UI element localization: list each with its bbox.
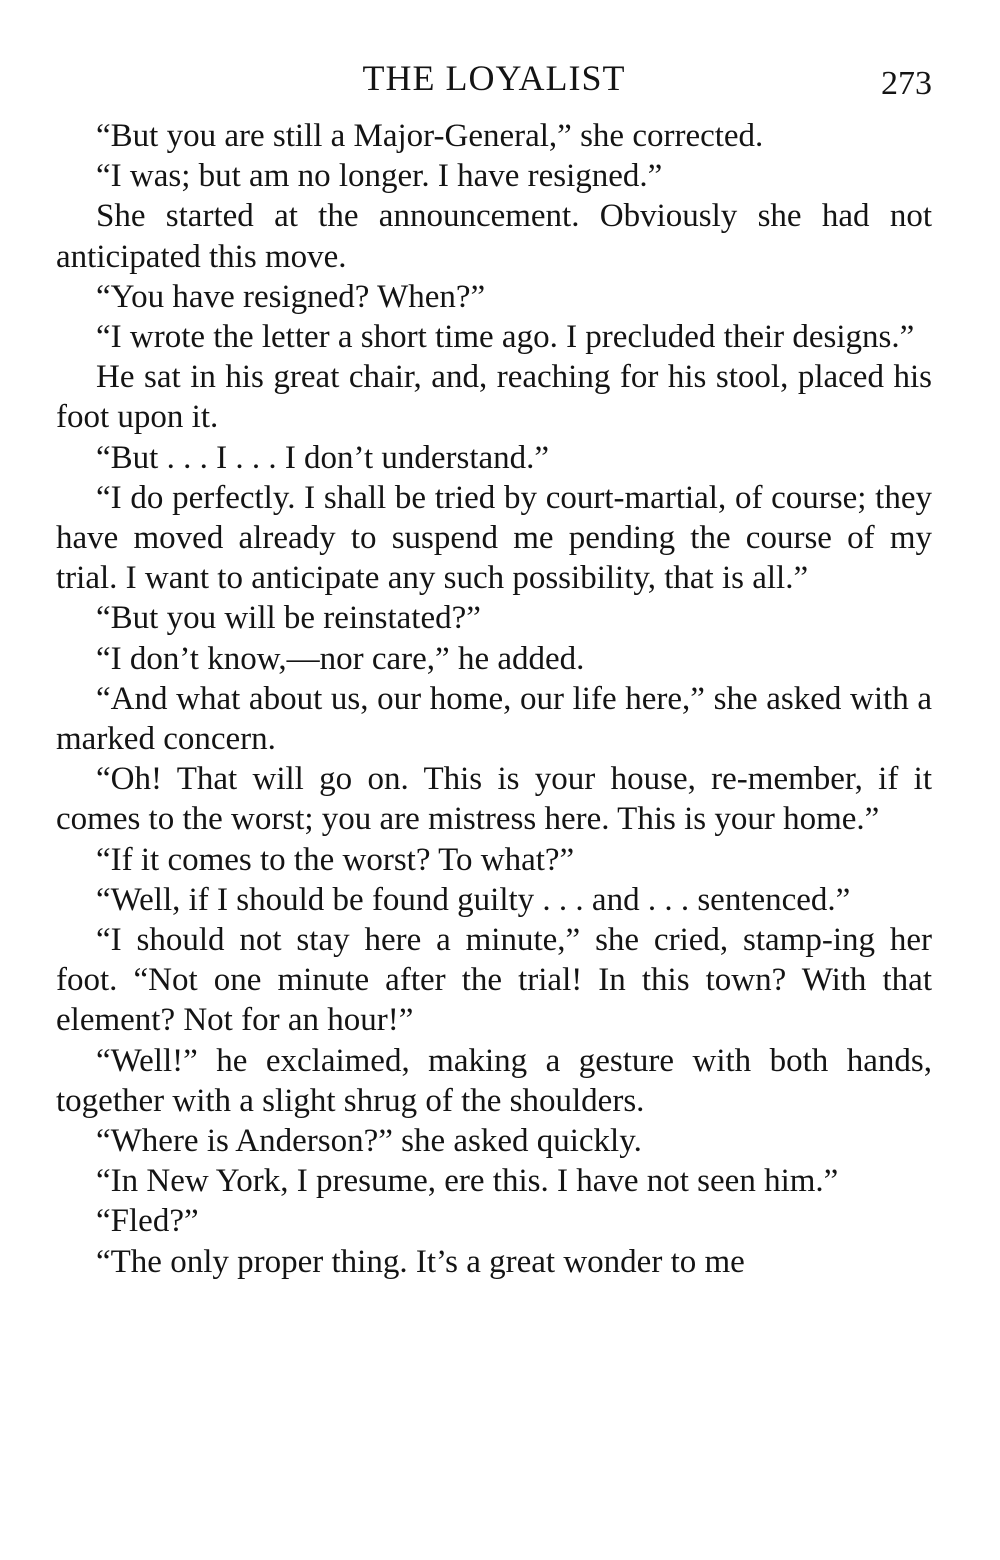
paragraph: “But you will be reinstated?” bbox=[96, 600, 481, 637]
paragraph: “I was; but am no longer. I have resigned.” bbox=[96, 158, 663, 195]
paragraph: “I don’t know,—nor care,” he added. bbox=[96, 640, 585, 677]
running-title: THE LOYALIST bbox=[362, 58, 626, 98]
paragraph: She started at the announcement. Obviously she had not anticipated this move. bbox=[56, 198, 932, 275]
paragraph: “But you are still a Major-General,” she corrected. bbox=[96, 118, 764, 154]
paragraph: “You have resigned? When?” bbox=[96, 278, 486, 315]
paragraph: “If it comes to the worst? To what?” bbox=[96, 841, 575, 878]
paragraph: “I wrote the letter a short time ago. I precluded their designs.” bbox=[96, 319, 915, 356]
paragraph: “In New York, I presume, ere this. I have not seen him.” bbox=[96, 1163, 839, 1200]
body-text bbox=[56, 116, 932, 1282]
paragraph: He sat in his great chair, and, reaching for his stool, placed his foot upon it. bbox=[56, 359, 932, 436]
paragraph: “And what about us, our home, our life here,” she asked with a marked concern. bbox=[56, 680, 932, 758]
page-header bbox=[56, 54, 932, 102]
paragraph: “Oh! That will go on. This is your house, re-member, if it comes to the worst; you are mistress here. This is your home.” bbox=[56, 761, 932, 838]
paragraph: “I do perfectly. I shall be tried by court-martial, of course; they have moved already to suspend me pending the course of my trial. I want to anticipate any such possibility, that is all.” bbox=[56, 479, 932, 597]
page-number: 273 bbox=[881, 65, 932, 102]
paragraph: “Well, if I should be found guilty . . . and . . . sentenced.” bbox=[96, 881, 851, 918]
paragraph: “But . . . I . . . I don’t understand.” bbox=[96, 439, 550, 476]
paragraph: “Fled?” bbox=[96, 1203, 199, 1240]
paragraph: “Well!” he exclaimed, making a gesture with both hands, together with a slight shrug of the shoulders. bbox=[56, 1042, 932, 1119]
paragraph: “The only proper thing. It’s a great wonder to me bbox=[96, 1243, 745, 1280]
paragraph: “Where is Anderson?” she asked quickly. bbox=[96, 1123, 642, 1160]
paragraph: “I should not stay here a minute,” she cried, stamp-ing her foot. “Not one minute after the trial! In this town? With that element? Not for an hour!” bbox=[56, 922, 932, 1039]
